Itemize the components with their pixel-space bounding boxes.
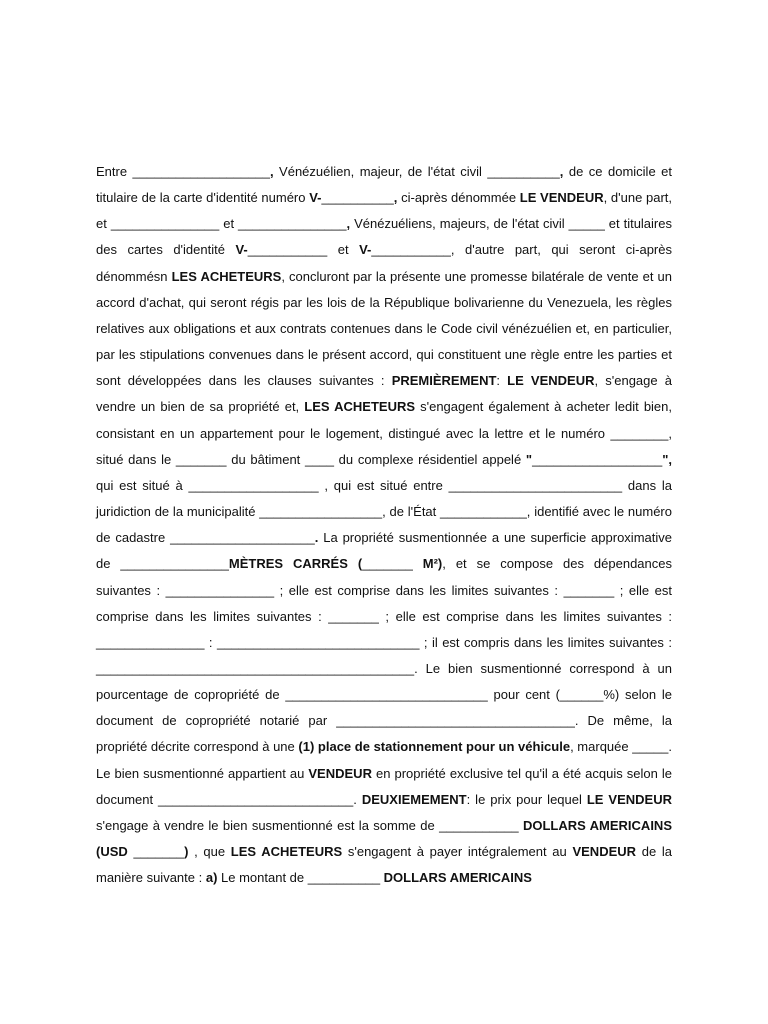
text-segment: , que — [188, 844, 231, 860]
bold-text-segment: , — [393, 190, 398, 206]
text-segment: , s'engage à vendre un bien de sa propriété et, — [96, 373, 672, 415]
bold-text-segment: LES ACHETEURS — [230, 844, 343, 860]
text-segment: qui est situé à __________________ , qui est situé entre ________________________ dans la juridiction de la municipalité _________________, de l'État ____________, identifié avec le numéro de cadastre ____________________ — [96, 477, 672, 546]
text-segment: de la manière suivante : — [96, 844, 672, 886]
bold-text-segment: PREMIÈREMENT — [391, 373, 497, 389]
bold-text-segment: DOLLARS AMERICAINS — [383, 870, 532, 886]
contract-paragraph — [96, 159, 672, 891]
text-segment: Le montant de __________ — [217, 870, 384, 886]
bold-text-segment: VENDEUR — [308, 765, 372, 781]
text-segment: __________________ — [532, 451, 663, 467]
text-segment: _______ — [362, 556, 423, 572]
text-segment: ci-après dénommée — [397, 190, 520, 206]
bold-text-segment: V- — [359, 242, 372, 258]
text-segment: _______ — [127, 844, 185, 860]
bold-text-segment: LES ACHETEURS — [304, 399, 416, 415]
text-segment: La propriété susmentionnée a une superficie approximative de _______________ — [96, 530, 672, 572]
text-segment: , d'une part, et _______________ et _______________ — [96, 190, 672, 232]
bold-text-segment: DEUXIEMEMENT — [361, 791, 467, 807]
bold-text-segment: . — [314, 530, 319, 546]
text-segment: : — [496, 373, 508, 389]
bold-text-segment: V- — [235, 242, 248, 258]
bold-text-segment: , — [346, 216, 351, 232]
text-segment: , marquée _____. Le bien susmentionné appartient au — [96, 739, 673, 781]
text-segment: : le prix pour lequel — [466, 791, 587, 807]
bold-text-segment: VENDEUR — [572, 844, 637, 860]
bold-text-segment: a) — [205, 870, 218, 886]
bold-text-segment: " — [525, 451, 533, 467]
text-segment: , concluront par la présente une promesse bilatérale de vente et un accord d'achat, qui seront régis par les lois de la République bolivarienne du Venezuela, les règles relatives aux obligations et aux contrats contenues dans le Code civil vénézuélien et, en particulier, par les stipulations convenues dans le présent accord, qui constituent une règle entre les parties et sont développées dans les clauses suivantes : — [96, 268, 673, 389]
text-segment: Entre ___________________ — [96, 164, 270, 179]
text-segment: s'engagent également à acheter ledit bien, consistant en un appartement pour le logement, distingué avec la lettre et le numéro ________, situé dans le _______ du bâtiment ____ du complexe résidentiel appelé — [96, 399, 673, 467]
bold-text-segment: , — [269, 164, 274, 179]
bold-text-segment: LE VENDEUR — [519, 190, 604, 206]
bold-text-segment: ", — [662, 451, 672, 467]
text-segment: en propriété exclusive tel qu'il a été acquis selon le document ___________________________. — [96, 765, 672, 807]
bold-text-segment: DOLLARS AMERICAINS (USD — [96, 817, 672, 860]
bold-text-segment: M²) — [422, 556, 443, 572]
text-segment: Vénézuélien, majeur, de l'état civil __________ — [273, 164, 560, 179]
bold-text-segment: (1) place de stationnement pour un véhicule — [298, 739, 571, 755]
bold-text-segment: LE VENDEUR — [507, 373, 595, 389]
bold-text-segment: LES ACHETEURS — [171, 268, 282, 284]
text-segment: de ce domicile et titulaire de la carte d'identité numéro — [96, 164, 672, 206]
text-segment: Vénézuéliens, majeurs, de l'état civil _____ et titulaires des cartes d'identité — [96, 216, 672, 258]
bold-text-segment: V- — [309, 190, 322, 206]
text-segment: s'engagent à payer intégralement au — [342, 844, 573, 860]
bold-text-segment: , — [559, 164, 564, 179]
bold-text-segment: LE VENDEUR — [586, 791, 672, 807]
bold-text-segment: MÈTRES CARRÉS ( — [228, 556, 363, 572]
text-segment: s'engage à vendre le bien susmentionné est la somme de ___________ — [96, 817, 523, 833]
text-segment: ___________, d'autre part, qui seront ci-après dénommésn — [96, 242, 672, 284]
text-segment: , et se compose des dépendances suivantes : _______________ ; elle est comprise dans les limites suivantes : _______ ; elle est comprise dans les limites suivantes : _______ ; elle est comprise dans les limites suivantes : _______________ : ____________________________ ; il est compris dans les limites suivantes : ____________________________________________. Le bien susmentionné correspond à un pourcentage de copropriété de ____________________________ pour cent (______%) selon le document de copropriété notarié par _________________________________. De même, la propriété décrite correspond à une — [96, 556, 672, 755]
bold-text-segment: ) — [184, 844, 189, 860]
text-segment: __________ — [321, 190, 394, 206]
text-segment: ___________ et — [247, 242, 360, 258]
